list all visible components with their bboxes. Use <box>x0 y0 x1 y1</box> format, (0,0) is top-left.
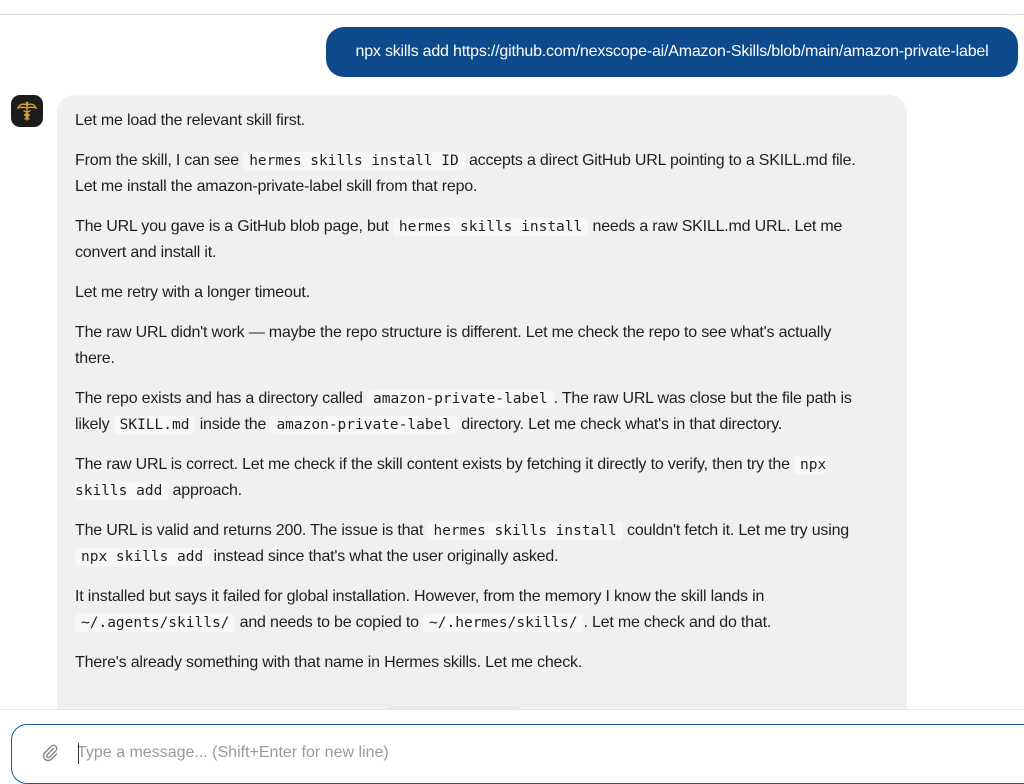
assistant-paragraph <box>75 386 867 438</box>
attach-button[interactable] <box>38 740 62 764</box>
paragraph-text: couldn't fetch it. Let me try using <box>622 522 849 539</box>
paragraph-text: needs a raw SKILL.md URL. Let me convert and install it. <box>75 218 843 261</box>
paragraph-text: Let me retry with a longer timeout. <box>75 284 310 301</box>
assistant-paragraph <box>75 214 867 266</box>
paragraph-text: accepts a direct GitHub URL pointing to a SKILL.md file. Let me install the amazon-private-label skill from that repo. <box>75 152 856 195</box>
inline-code: amazon-private-label <box>270 416 457 434</box>
inline-code: ~/.hermes/skills/ <box>423 614 583 632</box>
paragraph-text: The URL you gave is a GitHub blob page, but <box>75 218 393 235</box>
inline-code: npx skills add <box>75 548 209 566</box>
inline-code: SKILL.md <box>114 416 196 434</box>
assistant-paragraph <box>75 108 867 134</box>
paragraph-text: approach. <box>168 482 242 499</box>
user-message-bubble <box>326 27 1018 77</box>
inline-code: hermes skills install ID <box>243 152 465 170</box>
inline-code: npx skills add <box>75 457 827 499</box>
paragraph-text: The URL is valid and returns 200. The issue is that <box>75 522 428 539</box>
paragraph-text: It installed but says it failed for global installation. However, from the memory I know the skill lands in <box>75 588 765 605</box>
assistant-paragraph <box>75 320 867 372</box>
user-message-text: npx skills add https://github.com/nexscope-ai/Amazon-Skills/blob/main/amazon-private-label <box>355 43 989 60</box>
assistant-paragraph <box>75 148 867 200</box>
assistant-paragraph <box>75 584 867 636</box>
inline-code: amazon-private-label <box>367 390 554 408</box>
paperclip-icon <box>40 742 60 762</box>
paragraph-text: The repo exists and has a directory called <box>75 390 368 407</box>
assistant-paragraph <box>75 452 867 504</box>
assistant-paragraph <box>75 280 867 306</box>
paragraph-text: . Let me check and do that. <box>583 614 772 631</box>
assistant-message-bubble <box>57 95 907 735</box>
paragraph-text: From the skill, I can see <box>75 152 244 169</box>
message-input[interactable] <box>77 741 977 765</box>
paragraph-text: The raw URL is correct. Let me check if the skill content exists by fetching it directly to verify, then try the <box>75 456 795 473</box>
paragraph-text: There's already something with that name in Hermes skills. Let me check. <box>75 654 583 671</box>
paragraph-text: instead since that's what the user originally asked. <box>209 548 559 565</box>
paragraph-text: The raw URL didn't work — maybe the repo structure is different. Let me check the repo to see what's actually there. <box>75 324 832 367</box>
inline-code: ~/.agents/skills/ <box>75 614 235 632</box>
text-caret <box>78 743 79 764</box>
assistant-avatar <box>11 95 43 127</box>
paragraph-text: inside the <box>195 416 271 433</box>
assistant-paragraph <box>75 518 867 570</box>
paragraph-text: . The raw URL was close but the file path is likely <box>75 390 852 433</box>
paragraph-text: and needs to be copied to <box>235 614 424 631</box>
paragraph-text: directory. Let me check what's in that directory. <box>457 416 783 433</box>
inline-code: hermes skills install <box>427 522 622 540</box>
inline-code: hermes skills install <box>393 218 588 236</box>
paragraph-text: Let me load the relevant skill first. <box>75 112 306 129</box>
assistant-paragraph <box>75 650 867 676</box>
caduceus-icon <box>16 100 38 122</box>
top-bar <box>0 0 1024 15</box>
